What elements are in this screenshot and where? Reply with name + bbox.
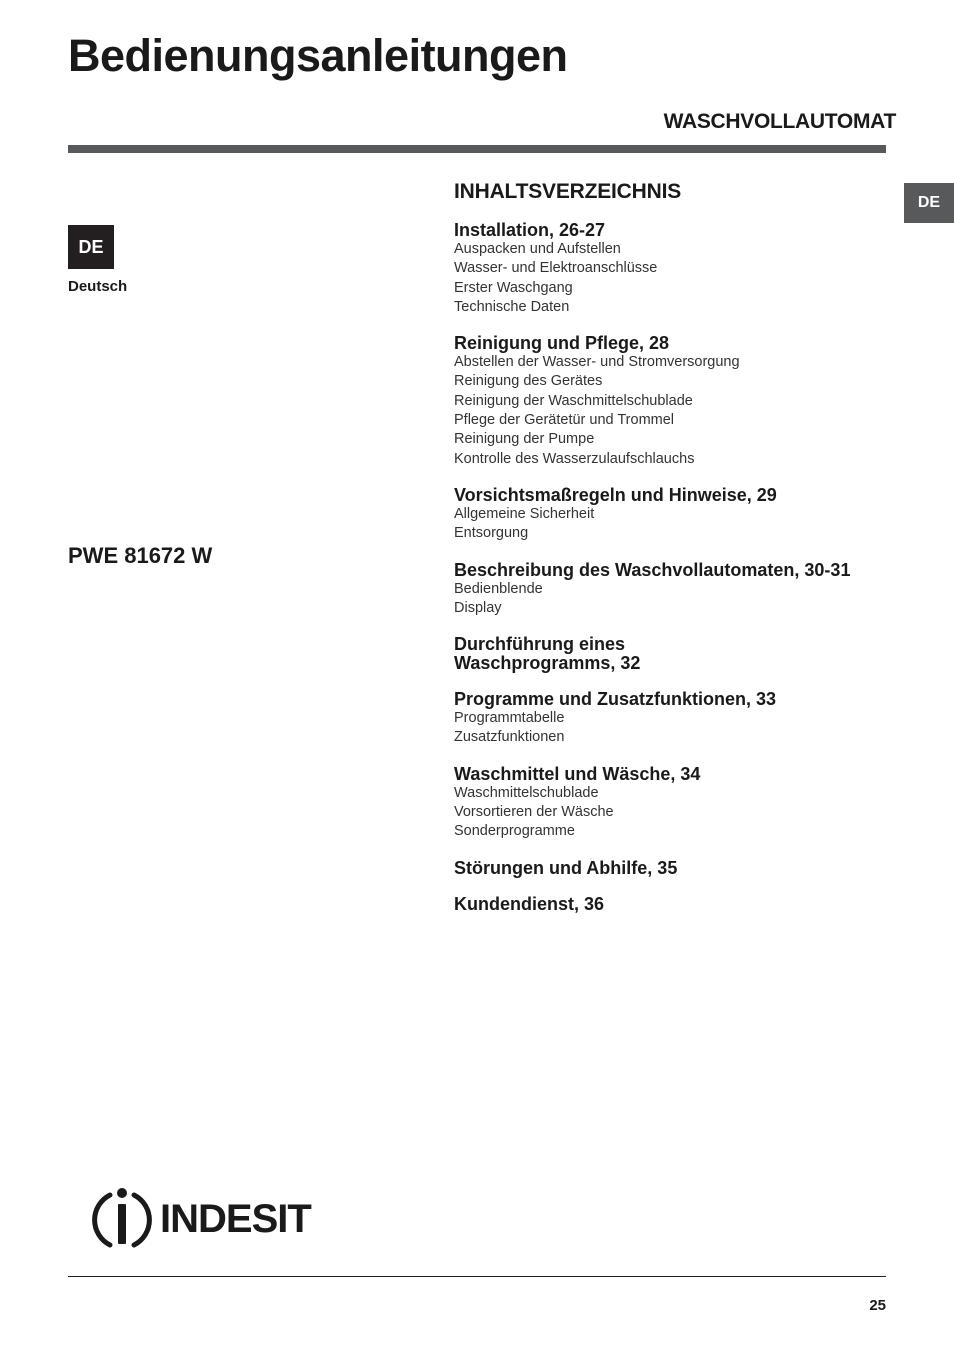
toc-item-list	[454, 784, 894, 842]
page-number: 25	[869, 1297, 886, 1314]
brand-logo-text: INDESIT	[160, 1197, 311, 1241]
toc-section-title: Durchführung eines Waschprogramms, 32	[454, 634, 641, 674]
toc-item: Waschmittelschublade	[454, 784, 599, 801]
toc-item: Auspacken und Aufstellen	[454, 241, 621, 257]
toc-item: Reinigung der Waschmittelschublade	[454, 392, 693, 409]
product-type-subtitle: WASCHVOLLAUTOMAT	[663, 110, 896, 133]
toc-item: Zusatzfunktionen	[454, 729, 565, 746]
toc-heading: INHALTSVERZEICHNIS	[454, 180, 682, 203]
toc-item: Sonderprogramme	[454, 823, 575, 840]
toc-item-list	[454, 709, 894, 748]
toc-section-title: Kundendienst, 36	[454, 893, 605, 914]
toc-section	[454, 765, 894, 842]
toc-item: Reinigung des Gerätes	[454, 373, 603, 390]
toc-item: Wasser- und Elektroanschlüsse	[454, 260, 658, 277]
toc-item-list	[454, 353, 894, 469]
toc-item: Vorsortieren der Wäsche	[454, 804, 614, 821]
indesit-logo	[90, 1187, 330, 1251]
toc-section	[454, 690, 894, 748]
toc-item: Reinigung der Pumpe	[454, 431, 595, 448]
toc-section	[454, 334, 894, 469]
toc-section	[454, 859, 894, 878]
toc-section-title: Beschreibung des Waschvollautomaten, 30-31	[454, 559, 851, 580]
toc-section-title: Programme und Zusatzfunktionen, 33	[454, 689, 777, 710]
header-divider	[68, 145, 886, 153]
toc-sections	[454, 221, 894, 914]
toc-section-title: Installation, 26-27	[454, 220, 606, 240]
toc-section	[454, 221, 894, 317]
language-code-badge: DE	[68, 225, 114, 269]
toc-section	[454, 486, 894, 544]
page-title: Bedienungsanleitungen	[68, 30, 568, 81]
toc-item: Programmtabelle	[454, 710, 565, 727]
toc-section	[454, 561, 894, 619]
footer-divider	[68, 1276, 886, 1277]
toc-section-title: Störungen und Abhilfe, 35	[454, 857, 678, 878]
toc-section-title: Waschmittel und Wäsche, 34	[454, 763, 701, 784]
toc-item: Erster Waschgang	[454, 279, 573, 296]
model-number: PWE 81672 W	[68, 543, 213, 568]
toc-item-list	[454, 580, 894, 619]
toc-section-title: Vorsichtsmaßregeln und Hinweise, 29	[454, 484, 777, 505]
toc-item: Entsorgung	[454, 525, 529, 542]
toc-item-list	[454, 505, 894, 544]
toc-section	[454, 895, 894, 914]
language-tab: DE	[904, 183, 954, 223]
toc-item: Kontrolle des Wasserzulaufschlauchs	[454, 450, 695, 467]
toc-section-title: Reinigung und Pflege, 28	[454, 333, 670, 354]
table-of-contents	[454, 180, 894, 931]
toc-item-list	[454, 240, 894, 317]
toc-item: Display	[454, 599, 502, 616]
language-name: Deutsch	[68, 278, 128, 295]
toc-item: Pflege der Gerätetür und Trommel	[454, 412, 675, 429]
toc-item: Technische Daten	[454, 298, 570, 315]
toc-item: Bedienblende	[454, 580, 543, 597]
toc-item: Abstellen der Wasser- und Stromversorgung	[454, 354, 740, 371]
toc-item: Allgemeine Sicherheit	[454, 505, 595, 522]
toc-section	[454, 635, 894, 673]
indesit-i-logo-icon	[90, 1187, 154, 1251]
